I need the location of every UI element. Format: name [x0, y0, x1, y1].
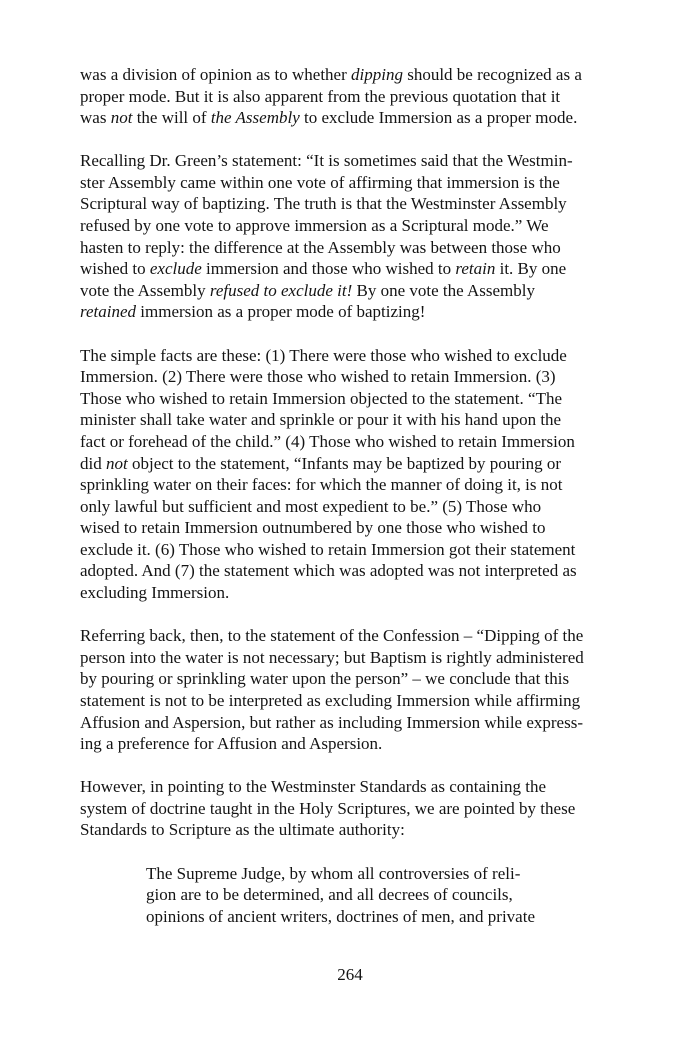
text-run: fact or forehead of the child.” (4) Those who wished to retain Immersion	[80, 431, 575, 451]
text-line	[80, 647, 632, 669]
text-run: Affusion and Aspersion, but rather as including Immersion while express-	[80, 712, 583, 732]
text-run: ing a preference for Affusion and Aspersion.	[80, 734, 383, 754]
text-run: proper mode. But it is also apparent from the previous quotation that it	[80, 86, 561, 106]
text-run: immersion as a proper mode of baptizing!	[136, 302, 426, 322]
text-run: by pouring or sprinkling water upon the person” – we conclude that this	[80, 669, 570, 689]
text-line	[80, 474, 632, 496]
text-run: only lawful but sufficient and most expedient to be.” (5) Those who	[80, 496, 542, 516]
text-run: Scriptural way of baptizing. The truth is that the Westminster Assembly	[80, 194, 567, 214]
text-run: ster Assembly came within one vote of affirming that immersion is the	[80, 172, 560, 192]
text-run: Immersion. (2) There were those who wished to retain Immersion. (3)	[80, 367, 556, 387]
text-run: adopted. And (7) the statement which was adopted was not interpreted as	[80, 561, 577, 581]
text-line	[80, 193, 632, 215]
text-line	[80, 172, 632, 194]
text-run: However, in pointing to the Westminster Standards as containing the	[80, 777, 546, 797]
text-run: Recalling Dr. Green’s statement: “It is sometimes said that the Westmin-	[80, 151, 573, 171]
text-line	[80, 366, 632, 388]
italic-text-run: the Assembly	[210, 108, 300, 128]
text-run: wished to	[80, 259, 150, 279]
text-line	[80, 798, 632, 820]
text-run: did	[80, 453, 106, 473]
text-line	[80, 215, 632, 237]
text-line	[80, 496, 632, 518]
text-line	[80, 258, 632, 280]
block-quote	[146, 863, 632, 928]
paragraph-3	[80, 345, 632, 604]
text-run: vote the Assembly	[80, 280, 210, 300]
quote-line: gion are to be determined, and all decrees of councils,	[146, 885, 513, 905]
text-line	[80, 690, 632, 712]
text-run: refused by one vote to approve immersion as a Scriptural mode.” We	[80, 216, 549, 236]
text-run: hasten to reply: the difference at the Assembly was between those who	[80, 237, 561, 257]
text-run: person into the water is not necessary; but Baptism is rightly administered	[80, 647, 584, 667]
text-line	[80, 560, 632, 582]
text-run: statement is not to be interpreted as excluding Immersion while affirming	[80, 690, 581, 710]
text-run: excluding Immersion.	[80, 583, 230, 603]
text-run: Those who wished to retain Immersion objected to the statement. “The	[80, 388, 563, 408]
text-line	[80, 345, 632, 367]
italic-text-run: refused to exclude it!	[209, 280, 353, 300]
text-line	[80, 150, 632, 172]
text-run: should be recognized as a	[402, 65, 582, 84]
text-run: to exclude Immersion as a proper mode.	[299, 108, 578, 128]
text-run: it. By one	[495, 259, 567, 279]
text-line	[80, 453, 632, 475]
italic-text-run: exclude	[149, 259, 202, 279]
italic-text-run: not	[105, 453, 128, 473]
paragraph-4	[80, 625, 632, 755]
text-line	[80, 712, 632, 734]
text-run: minister shall take water and sprinkle or pour it with his hand upon the	[80, 410, 562, 430]
text-line	[80, 625, 632, 647]
paragraph-1	[80, 64, 632, 129]
text-line	[80, 431, 632, 453]
text-line	[80, 776, 632, 798]
text-line	[80, 409, 632, 431]
text-run: sprinkling water on their faces: for which the manner of doing it, is not	[80, 475, 563, 495]
text-line	[80, 107, 632, 129]
page-body	[80, 64, 632, 927]
text-run: Referring back, then, to the statement of the Confession – “Dipping of the	[80, 626, 584, 646]
italic-text-run: retain	[455, 259, 496, 279]
paragraph-5	[80, 776, 632, 841]
text-line	[80, 86, 632, 108]
italic-text-run: not	[110, 108, 133, 128]
text-run: system of doctrine taught in the Holy Scriptures, we are pointed by these	[80, 798, 576, 818]
text-line	[80, 668, 632, 690]
text-run: immersion and those who wished to	[201, 259, 456, 279]
text-line	[80, 237, 632, 259]
text-line	[80, 582, 632, 604]
text-line	[80, 301, 632, 323]
text-run: was a division of opinion as to whether	[80, 65, 352, 84]
text-line	[80, 819, 632, 841]
quote-line: opinions of ancient writers, doctrines of men, and private	[146, 906, 535, 926]
text-line	[80, 733, 632, 755]
text-run: By one vote the Assembly	[352, 280, 535, 300]
quote-line: The Supreme Judge, by whom all controversies of reli-	[146, 863, 521, 883]
text-line	[80, 517, 632, 539]
page-number: 264	[337, 965, 363, 984]
text-run: object to the statement, “Infants may be baptized by pouring or	[127, 453, 562, 473]
text-run: the will of	[132, 108, 211, 128]
text-run: Standards to Scripture as the ultimate authority:	[80, 820, 405, 840]
text-line	[80, 64, 632, 86]
italic-text-run: retained	[80, 302, 137, 322]
text-run: was	[80, 108, 111, 128]
text-run: exclude it. (6) Those who wished to retain Immersion got their statement	[80, 539, 576, 559]
text-line	[80, 539, 632, 561]
paragraph-2	[80, 150, 632, 323]
text-line	[80, 388, 632, 410]
text-run: The simple facts are these: (1) There were those who wished to exclude	[80, 345, 567, 365]
text-line	[80, 280, 632, 302]
italic-text-run: dipping	[351, 65, 403, 84]
text-run: wised to retain Immersion outnumbered by one those who wished to	[80, 518, 546, 538]
